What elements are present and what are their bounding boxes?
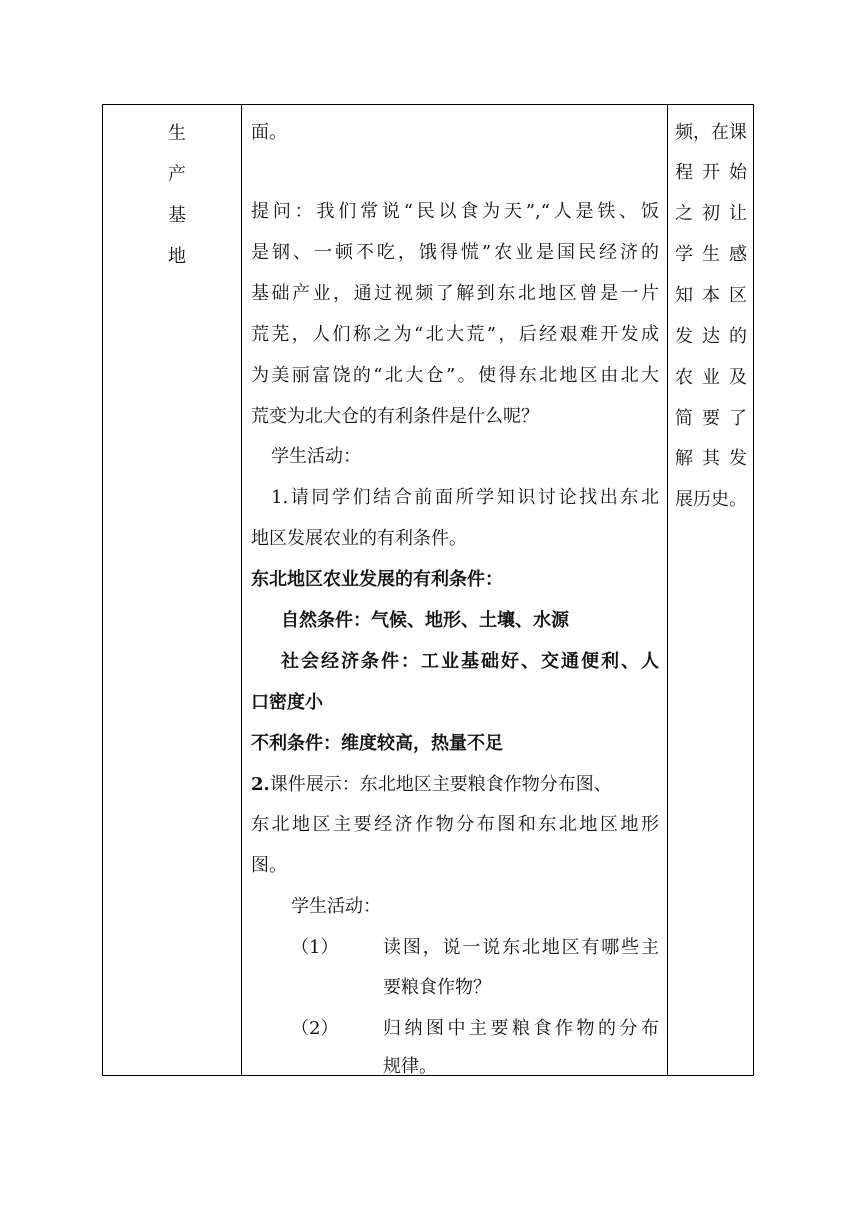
intent-line: 之 初 让 (675, 203, 747, 224)
column-divider (241, 105, 242, 1075)
question-line: 基础产业，通过视频了解到东北地区曾是一片 (251, 283, 659, 304)
list-number: （2） (291, 1018, 339, 1039)
natural-conditions: 自然条件：气候、地形、土壤、水源 (281, 610, 569, 631)
intent-line: 频，在课 (675, 122, 747, 143)
list-item: 归纳图中主要粮食作物的分布 (383, 1018, 659, 1039)
courseware-line (251, 775, 612, 795)
column-divider (667, 105, 668, 1075)
list-item: 要粮食作物？ (383, 977, 491, 998)
question-line: 是钢、一顿不吃，饿得慌”农业是国民经济的 (251, 242, 659, 263)
lesson-table (102, 104, 754, 1076)
stage-char: 地 (168, 246, 186, 267)
list-number: （1） (291, 937, 339, 958)
unfavorable-conditions: 不利条件：维度较高，热量不足 (251, 733, 503, 754)
item-number: 2. (251, 774, 270, 795)
intent-line: 展历史。 (675, 489, 747, 510)
social-conditions: 社会经济条件：工业基础好、交通便利、人 (281, 651, 659, 672)
courseware-line: 图。 (251, 855, 287, 876)
intent-line: 简 要 了 (675, 408, 747, 429)
social-conditions: 口密度小 (251, 692, 323, 713)
activity-heading: 学生活动： (271, 446, 361, 467)
question-line: 荒变为北大仓的有利条件是什么呢？ (251, 406, 539, 427)
intent-line: 学 生 感 (675, 244, 747, 265)
activity-line: 1.请同学们结合前面所学知识讨论找出东北 (271, 487, 659, 508)
intent-line: 知 本 区 (675, 285, 747, 306)
intent-line: 农 业 及 (675, 367, 747, 388)
content-line: 面。 (251, 122, 287, 143)
list-item: 规律。 (383, 1056, 437, 1077)
question-line: 荒芜，人们称之为“北大荒”，后经艰难开发成 (251, 324, 659, 345)
activity-heading: 学生活动： (291, 896, 381, 917)
intent-line: 发 达 的 (675, 326, 747, 347)
question-line: 提问：我们常说“民以食为天”,“人是铁、饭 (251, 201, 659, 222)
stage-char: 基 (168, 205, 186, 226)
courseware-text: 课件展示：东北地区主要粮食作物分布图、 (269, 774, 612, 795)
conditions-heading: 东北地区农业发展的有利条件： (251, 569, 503, 590)
list-item: 读图，说一说东北地区有哪些主 (383, 937, 659, 958)
courseware-line: 东北地区主要经济作物分布图和东北地区地形 (251, 814, 659, 835)
intent-line: 解 其 发 (675, 448, 747, 469)
activity-line: 地区发展农业的有利条件。 (251, 528, 467, 549)
question-line: 为美丽富饶的“北大仓”。使得东北地区由北大 (251, 365, 659, 386)
stage-char: 生 (168, 123, 186, 144)
intent-line: 程 开 始 (675, 162, 747, 183)
stage-char: 产 (168, 164, 186, 185)
